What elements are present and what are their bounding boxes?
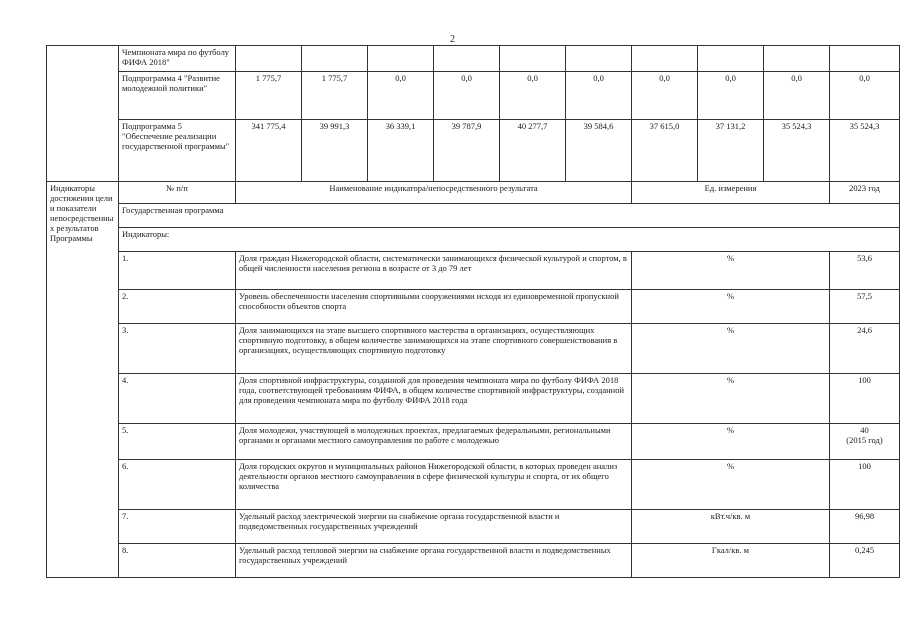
state-program-label: Государственная программа [119,204,900,228]
budget-cell: 0,0 [632,72,698,120]
indicator-num: 4. [119,374,236,424]
budget-cell [632,46,698,72]
indicator-row [47,374,900,424]
indicator-value: 53,6 [830,252,900,290]
budget-cell: 39 991,3 [302,120,368,182]
budget-row-label: Чемпионата мира по футболу ФИФА 2018" [119,46,236,72]
budget-cell: 0,0 [500,72,566,120]
budget-cell: 341 775,4 [236,120,302,182]
program-passport-table [46,45,900,578]
indicator-num: 1. [119,252,236,290]
indicator-value: 40 (2015 год) [830,424,900,460]
indicator-name: Доля молодежи, участвующей в молодежных проектах, предлагаемых федеральными, региональными органами и органами местного самоуправления по работе с молодежью [236,424,632,460]
budget-cell [698,46,764,72]
indicator-row [47,510,900,544]
indicator-num: 6. [119,460,236,510]
budget-side-cell [47,46,119,182]
budget-row [47,46,900,72]
budget-cell: 39 584,6 [566,120,632,182]
budget-row-label: Подпрограмма 5 "Обеспечение реализации государственной программы" [119,120,236,182]
budget-cell [368,46,434,72]
indicator-unit: % [632,324,830,374]
indicator-num: 7. [119,510,236,544]
indicator-name: Уровень обеспеченности населения спортивными сооружениями исходя из единовременной пропускной способности объектов спорта [236,290,632,324]
budget-row-label: Подпрограмма 4 "Развитие молодежной политики" [119,72,236,120]
budget-cell: 0,0 [698,72,764,120]
indicator-num: 3. [119,324,236,374]
budget-cell [566,46,632,72]
indicator-row [47,324,900,374]
indicator-row [47,252,900,290]
indicators-label: Индикаторы: [119,228,900,252]
indicators-label-row [47,228,900,252]
budget-cell [500,46,566,72]
indicator-num: 5. [119,424,236,460]
indicator-num: 8. [119,544,236,578]
indicator-row [47,544,900,578]
indicator-value: 24,6 [830,324,900,374]
budget-cell [830,46,900,72]
indicator-row [47,424,900,460]
budget-row [47,72,900,120]
budget-cell: 35 524,3 [764,120,830,182]
budget-cell: 36 339,1 [368,120,434,182]
budget-cell: 37 615,0 [632,120,698,182]
indicator-value: 57,5 [830,290,900,324]
indicator-name: Доля граждан Нижегородской области, систематически занимающихся физической культурой и спортом, в общей численности населения региона в возрасте от 3 до 79 лет [236,252,632,290]
page-number: 2 [450,34,455,45]
indicator-value: 100 [830,460,900,510]
budget-cell [302,46,368,72]
budget-cell: 0,0 [368,72,434,120]
budget-cell [236,46,302,72]
indicator-unit: Гкал/кв. м [632,544,830,578]
budget-cell: 40 277,7 [500,120,566,182]
budget-cell: 0,0 [434,72,500,120]
budget-cell: 0,0 [830,72,900,120]
budget-cell: 0,0 [764,72,830,120]
budget-cell: 35 524,3 [830,120,900,182]
indicator-name: Удельный расход электрической энергии на снабжение органа государственной власти и подведомственных государственных учреждений [236,510,632,544]
budget-row [47,120,900,182]
budget-cell [434,46,500,72]
col-header-year: 2023 год [830,182,900,204]
budget-cell: 0,0 [566,72,632,120]
indicator-value: 96,98 [830,510,900,544]
indicators-side-label: Индикаторы достижения цели и показатели непосредственных результатов Программы [47,182,119,578]
indicator-unit: % [632,374,830,424]
indicators-header-row [47,182,900,204]
col-header-num: № п/п [119,182,236,204]
budget-cell [764,46,830,72]
indicator-name: Доля спортивной инфраструктуры, созданной для проведения чемпионата мира по футболу ФИФА 2018 года, соответствующей требованиям ФИФА, в общем количестве спортивной инфраструктуры, созданной для проведения чемпионата мира по футболу ФИФА 2018 года [236,374,632,424]
indicator-num: 2. [119,290,236,324]
budget-cell: 39 787,9 [434,120,500,182]
indicator-unit: кВт.ч/кв. м [632,510,830,544]
indicator-unit: % [632,252,830,290]
budget-cell: 37 131,2 [698,120,764,182]
budget-cell: 1 775,7 [236,72,302,120]
indicator-name: Доля городских округов и муниципальных районов Нижегородской области, в которых проведен анализ деятельности органов местного самоуправления в сфере физической культуры и спорта, от их общего количества [236,460,632,510]
indicator-name: Доля занимающихся на этапе высшего спортивного мастерства в организациях, осуществляющих спортивную подготовку, в общем количестве занимающихся на этапе спортивного совершенствования в организациях, осуществляющих спортивную подготовку [236,324,632,374]
indicator-name: Удельный расход тепловой энергии на снабжение органа государственной власти и подведомственных государственных учреждений [236,544,632,578]
budget-cell: 1 775,7 [302,72,368,120]
state-program-row [47,204,900,228]
indicator-unit: % [632,424,830,460]
indicator-unit: % [632,460,830,510]
indicator-unit: % [632,290,830,324]
indicator-row [47,460,900,510]
col-header-name: Наименование индикатора/непосредственного результата [236,182,632,204]
indicator-value: 0,245 [830,544,900,578]
indicator-value: 100 [830,374,900,424]
indicator-row [47,290,900,324]
col-header-unit: Ед. измерения [632,182,830,204]
